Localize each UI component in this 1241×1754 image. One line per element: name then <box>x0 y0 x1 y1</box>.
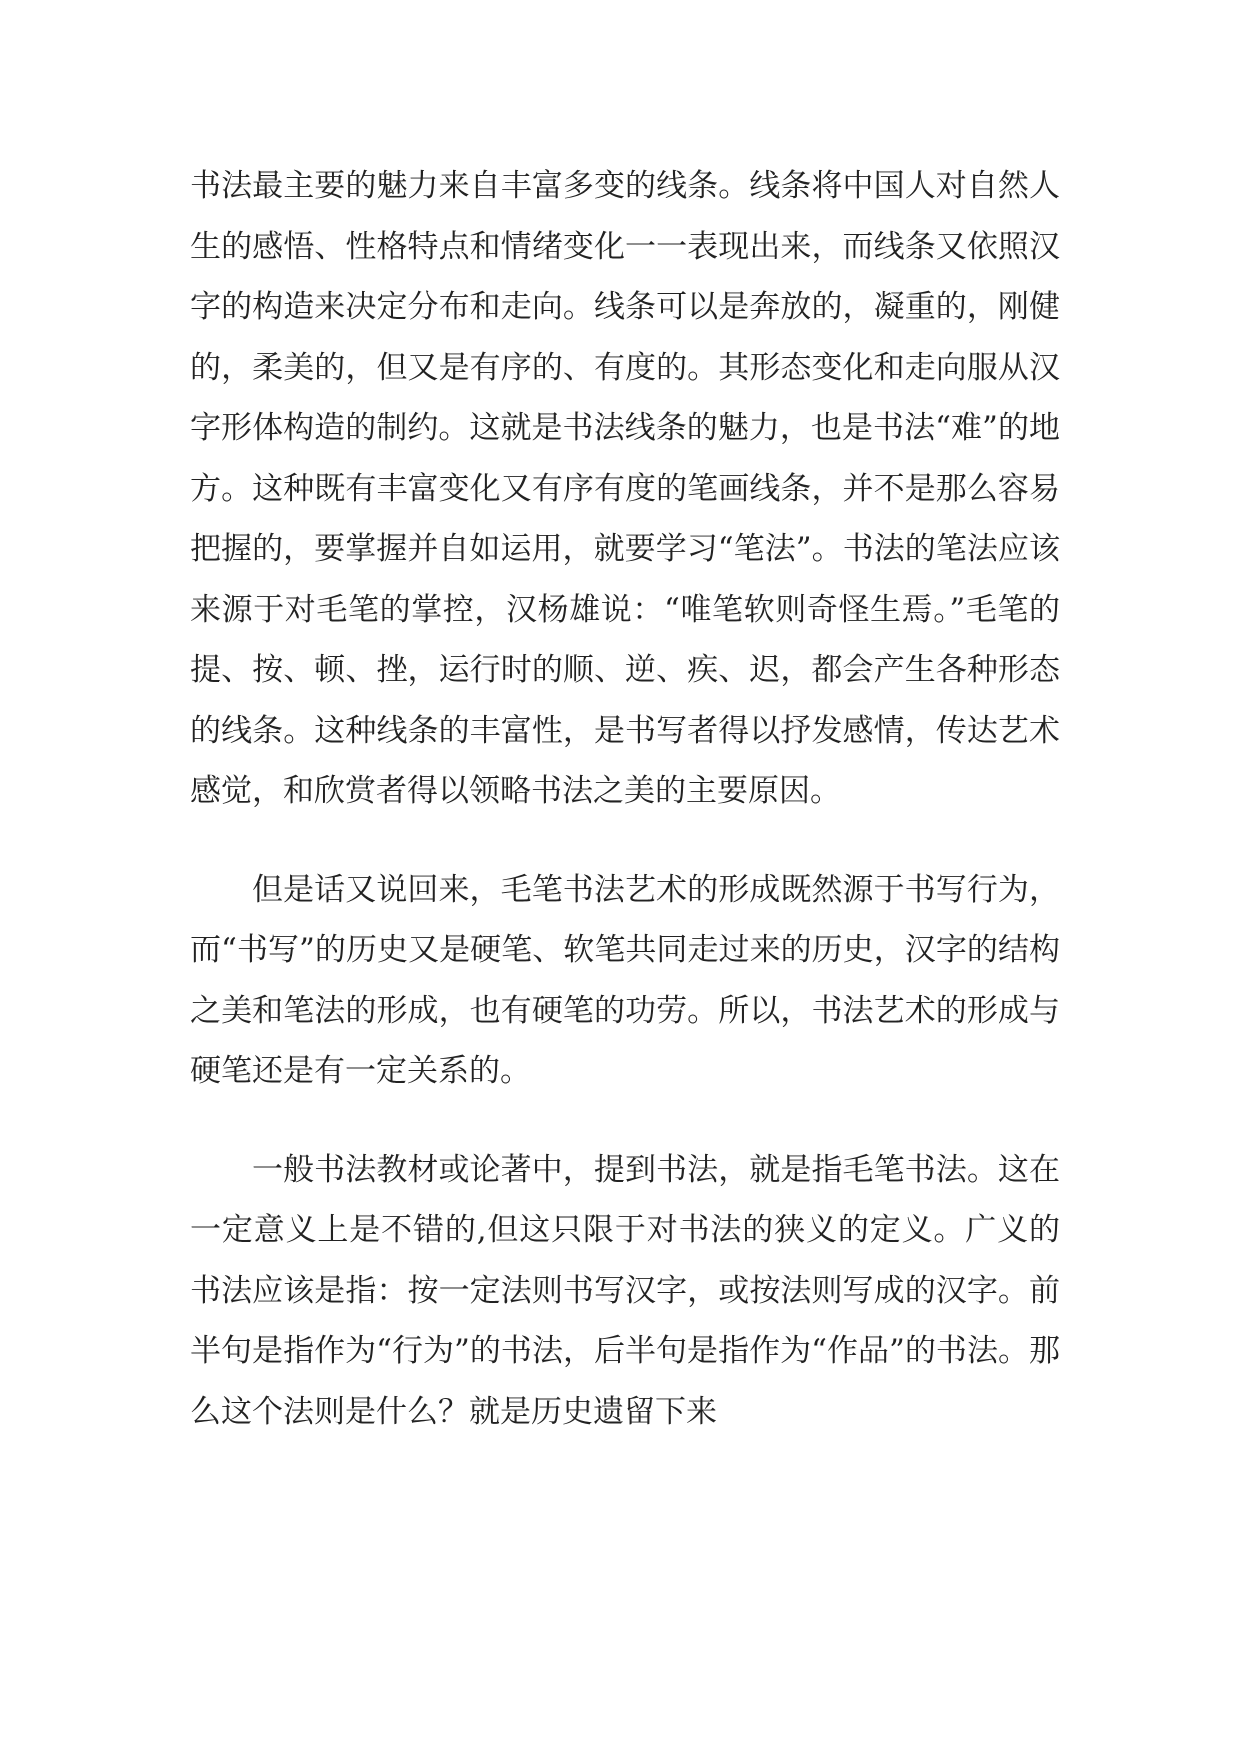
paragraph-2: 但是话又说回来，毛笔书法艺术的形成既然源于书写行为，而“书写”的历史又是硬笔、软笔共同走过来的历史，汉字的结构之美和笔法的形成，也有硬笔的功劳。所以，书法艺术的形成与硬笔还是有一定关系的。 <box>190 871 1060 1089</box>
paragraph-3: 一般书法教材或论著中，提到书法，就是指毛笔书法。这在一定意义上是不错的,但这只限于对书法的狭义的定义。广义的书法应该是指：按一定法则书写汉字，或按法则写成的汉字。前半句是指作为“行为”的书法，后半句是指作为“作品”的书法。那么这个法则是什么？就是历史遗留下来 <box>190 1151 1060 1430</box>
document-body <box>190 156 1060 1480</box>
paragraph-1: 书法最主要的魅力来自丰富多变的线条。线条将中国人对自然人生的感悟、性格特点和情绪变化一一表现出来，而线条又依照汉字的构造来决定分布和走向。线条可以是奔放的，凝重的，刚健的，柔美的，但又是有序的、有度的。其形态变化和走向服从汉字形体构造的制约。这就是书法线条的魅力，也是书法“难”的地方。这种既有丰富变化又有序有度的笔画线条，并不是那么容易把握的，要掌握并自如运用，就要学习“笔法”。书法的笔法应该来源于对毛笔的掌控，汉杨雄说：“唯笔软则奇怪生焉。”毛笔的提、按、顿、挫，运行时的顺、逆、疾、迟，都会产生各种形态的线条。这种线条的丰富性，是书写者得以抒发感情，传达艺术感觉，和欣赏者得以领略书法之美的主要原因。 <box>190 168 1060 809</box>
